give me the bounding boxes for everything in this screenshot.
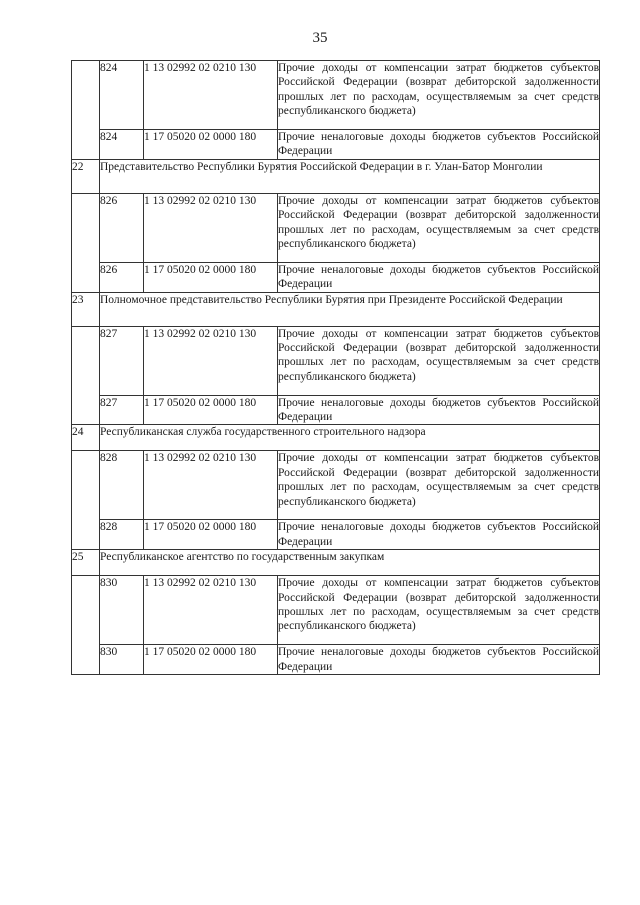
organization-number: 22: [72, 159, 100, 193]
organization-number: 25: [72, 550, 100, 576]
admin-code-cell: 827: [100, 395, 144, 425]
admin-code-cell: 824: [100, 130, 144, 160]
organization-number: 23: [72, 292, 100, 326]
organization-number: 24: [72, 425, 100, 451]
revenue-code-cell: 1 13 02992 02 0210 130: [144, 193, 278, 262]
number-cell-blank: [72, 576, 100, 675]
admin-code-cell: 830: [100, 576, 144, 645]
admin-code-cell: 828: [100, 451, 144, 520]
organization-row: [72, 550, 600, 576]
organization-name: Полномочное представительство Республики Бурятия при Президенте Российской Федерации: [100, 292, 600, 326]
organization-row: [72, 159, 600, 193]
organization-name: Республиканское агентство по государственным закупкам: [100, 550, 600, 576]
page-number: 35: [312, 30, 328, 46]
table-row: [72, 130, 600, 160]
revenue-code-cell: 1 17 05020 02 0000 180: [144, 520, 278, 550]
revenue-description-cell: Прочие неналоговые доходы бюджетов субъектов Российской Федерации: [278, 646, 599, 673]
organization-name: Республиканская служба государственного строительного надзора: [100, 425, 600, 451]
organization-name: Представительство Республики Бурятия Российской Федерации в г. Улан-Батор Монголии: [100, 159, 600, 193]
revenue-description-cell: Прочие неналоговые доходы бюджетов субъектов Российской Федерации: [278, 521, 599, 548]
admin-code-cell: 827: [100, 326, 144, 395]
revenue-code-cell: 1 13 02992 02 0210 130: [144, 576, 278, 645]
revenue-description-cell: Прочие неналоговые доходы бюджетов субъектов Российской Федерации: [278, 131, 599, 158]
table-row: [72, 395, 600, 425]
revenue-description-cell: Прочие доходы от компенсации затрат бюджетов субъектов Российской Федерации (возврат дебиторской задолженности прошлых лет по расходам, осуществляемым за счет средств республиканского бюджета): [278, 451, 600, 520]
table-row: [72, 61, 600, 130]
revenue-code-cell: 1 13 02992 02 0210 130: [144, 61, 278, 130]
revenue-description-cell: Прочие доходы от компенсации затрат бюджетов субъектов Российской Федерации (возврат дебиторской задолженности прошлых лет по расходам, осуществляемым за счет средств республиканского бюджета): [278, 576, 600, 645]
table-row: [72, 576, 600, 645]
admin-code-cell: 824: [100, 61, 144, 130]
number-cell-blank: [72, 61, 100, 160]
number-cell-blank: [72, 326, 100, 425]
revenue-codes-table: [71, 60, 600, 675]
table-row: [72, 193, 600, 262]
table-row: [72, 326, 600, 395]
admin-code-cell: 830: [100, 645, 144, 675]
revenue-code-cell: 1 17 05020 02 0000 180: [144, 130, 278, 160]
number-cell-blank: [72, 451, 100, 550]
revenue-description-cell: Прочие доходы от компенсации затрат бюджетов субъектов Российской Федерации (возврат дебиторской задолженности прошлых лет по расходам, осуществляемым за счет средств республиканского бюджета): [278, 61, 600, 130]
organization-row: [72, 425, 600, 451]
table-row: [72, 645, 600, 675]
revenue-description-cell: Прочие доходы от компенсации затрат бюджетов субъектов Российской Федерации (возврат дебиторской задолженности прошлых лет по расходам, осуществляемым за счет средств республиканского бюджета): [278, 326, 600, 395]
revenue-description-cell: Прочие неналоговые доходы бюджетов субъектов Российской Федерации: [278, 396, 599, 424]
revenue-code-cell: 1 13 02992 02 0210 130: [144, 326, 278, 395]
admin-code-cell: 826: [100, 262, 144, 292]
admin-code-cell: 826: [100, 193, 144, 262]
organization-row: [72, 292, 600, 326]
table-row: [72, 520, 600, 550]
number-cell-blank: [72, 193, 100, 292]
revenue-code-cell: 1 13 02992 02 0210 130: [144, 451, 278, 520]
revenue-code-cell: 1 17 05020 02 0000 180: [144, 262, 278, 292]
revenue-table-container: [71, 60, 599, 675]
admin-code-cell: 828: [100, 520, 144, 550]
revenue-code-cell: 1 17 05020 02 0000 180: [144, 645, 278, 675]
revenue-code-cell: 1 17 05020 02 0000 180: [144, 395, 278, 425]
table-row: [72, 451, 600, 520]
table-row: [72, 262, 600, 292]
revenue-description-cell: Прочие доходы от компенсации затрат бюджетов субъектов Российской Федерации (возврат дебиторской задолженности прошлых лет по расходам, осуществляемым за счет средств республиканского бюджета): [278, 193, 600, 262]
revenue-description-cell: Прочие неналоговые доходы бюджетов субъектов Российской Федерации: [278, 263, 599, 291]
